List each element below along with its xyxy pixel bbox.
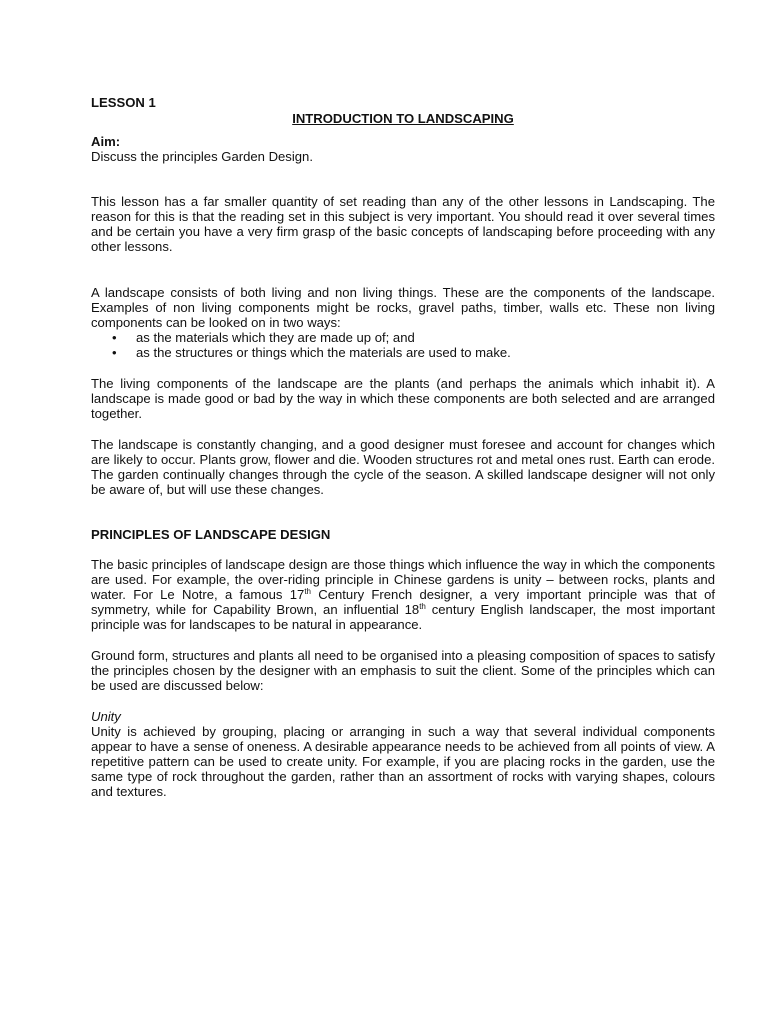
list-item	[91, 330, 715, 345]
intro-paragraph: This lesson has a far smaller quantity of set reading than any of the other lessons in Landscaping. The reason for this is that the reading set in this subject is very important. You should read it over several times and be certain you have a very firm grasp of the basic concepts of landscaping before proceeding with any other lessons.	[91, 194, 715, 254]
ground-paragraph: Ground form, structures and plants all need to be organised into a pleasing composition of spaces to satisfy the principles chosen by the designer with an emphasis to suit the client. Some of the principles which can be used are discussed below:	[91, 648, 715, 693]
bullet-text: as the materials which they are made up of; and	[136, 330, 415, 345]
superscript: th	[419, 602, 426, 611]
components-bullet-list	[91, 330, 715, 360]
unity-heading: Unity	[91, 709, 121, 724]
components-paragraph: A landscape consists of both living and non living things. These are the components of the landscape. Examples of non living components might be rocks, gravel paths, timber, walls etc. These non living components can be looked on in two ways:	[91, 285, 715, 330]
document-page	[91, 95, 715, 799]
bullet-icon: •	[112, 330, 117, 345]
section-heading: PRINCIPLES OF LANDSCAPE DESIGN	[91, 527, 331, 542]
aim-label: Aim:	[91, 134, 121, 149]
principles-text-1: The basic principles of landscape design are those things which influence the way in which the components are used. For example, the over-riding principle in Chinese gardens is unity – between rocks, plants and water. For Le Notre, a famous 17	[91, 557, 715, 602]
bullet-text: as the structures or things which the materials are used to make.	[136, 345, 511, 360]
superscript: th	[304, 587, 311, 596]
living-paragraph: The living components of the landscape are the plants (and perhaps the animals which inhabit it). A landscape is made good or bad by the way in which these components are both selected and are arranged together.	[91, 376, 715, 421]
principles-paragraph	[91, 557, 715, 632]
principles-text-2: Century French designer, a very important principle was that of symmetry, while for Capability Brown, an influential 18	[91, 587, 716, 617]
lesson-label: LESSON 1	[91, 95, 156, 110]
bullet-icon: •	[112, 345, 117, 360]
list-item	[91, 345, 715, 360]
aim-text: Discuss the principles Garden Design.	[91, 149, 313, 164]
principles-text-3: century English landscaper, the most important principle was for landscapes to be natural in appearance.	[91, 602, 716, 632]
changing-paragraph: The landscape is constantly changing, and a good designer must foresee and account for changes which are likely to occur. Plants grow, flower and die. Wooden structures rot and metal ones rust. Earth can erode. The garden continually changes through the cycle of the season. A skilled landscape designer will not only be aware of, but will use these changes.	[91, 437, 715, 497]
unity-paragraph: Unity is achieved by grouping, placing or arranging in such a way that several individual components appear to have a sense of oneness. A desirable appearance needs to be achieved from all points of view. A repetitive pattern can be used to create unity. For example, if you are placing rocks in the garden, use the same type of rock throughout the garden, rather than an assortment of rocks with varying shapes, colours and textures.	[91, 724, 715, 799]
page-title: INTRODUCTION TO LANDSCAPING	[292, 111, 514, 126]
